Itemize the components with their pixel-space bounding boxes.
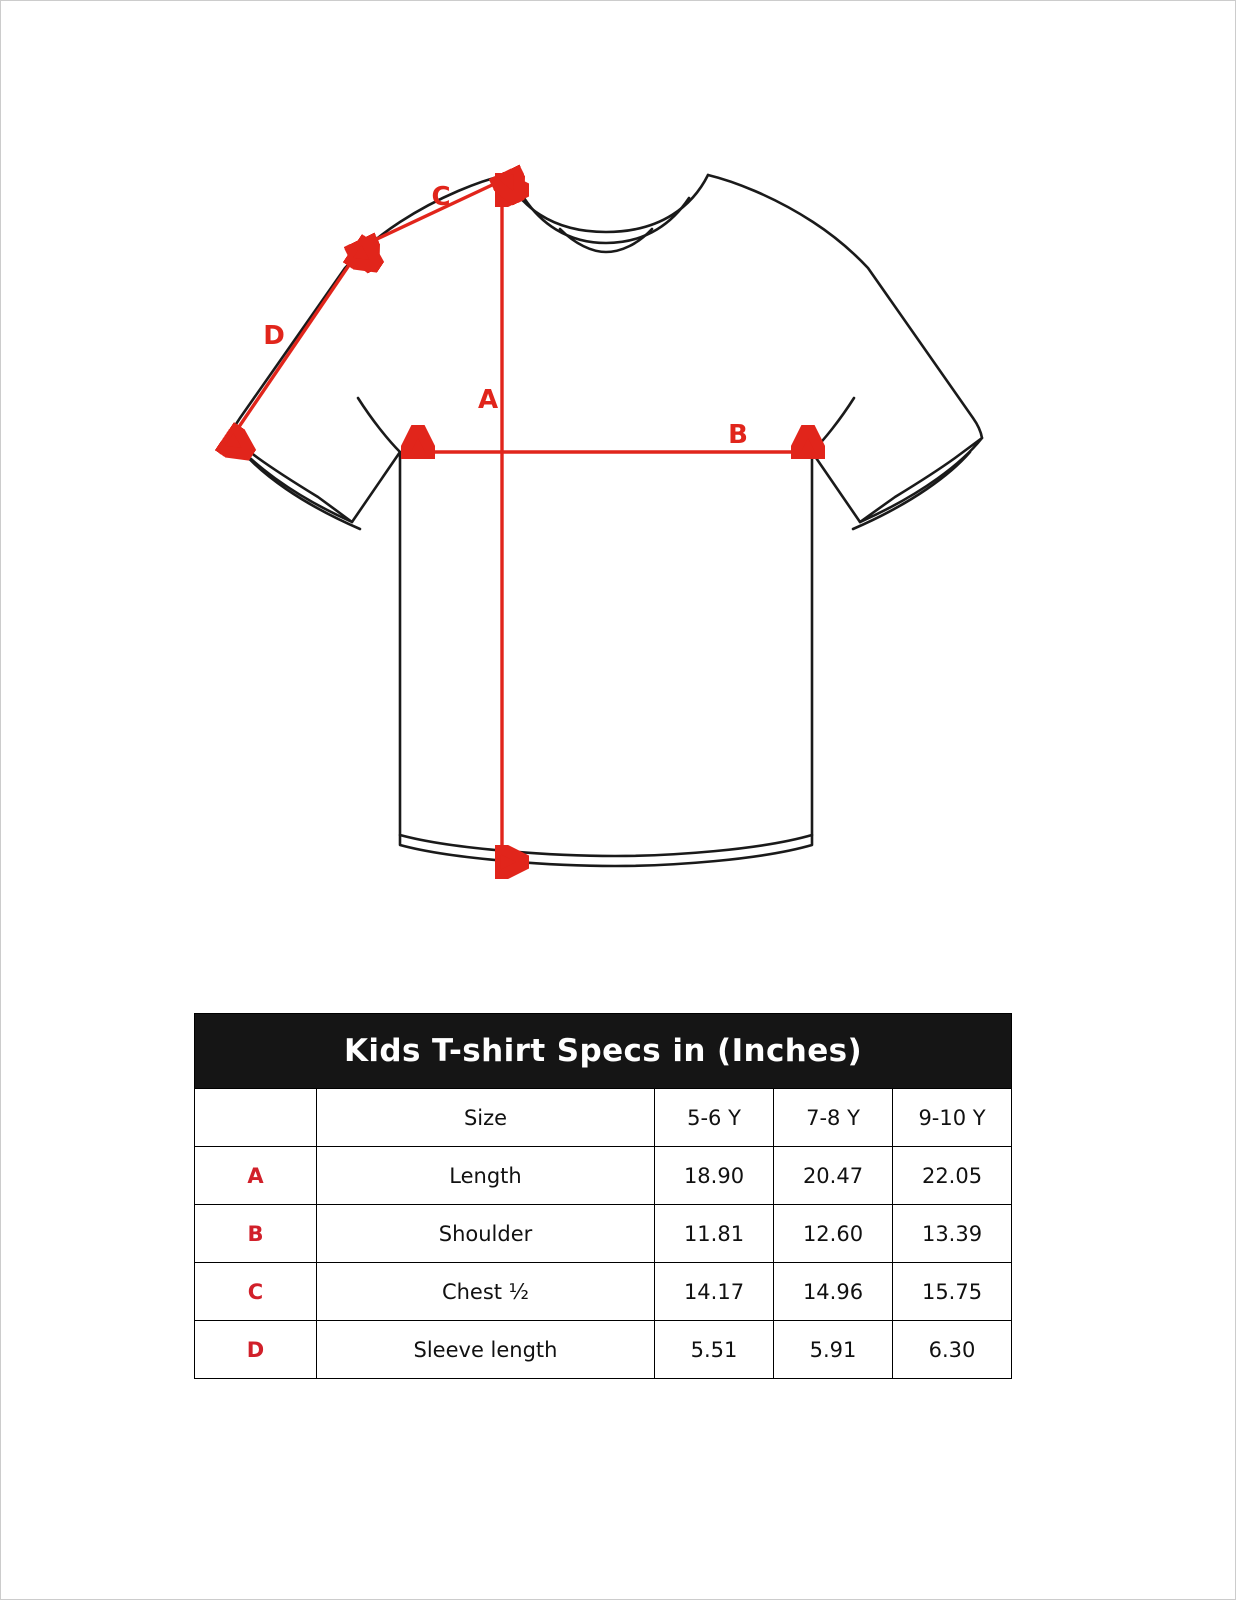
row-label-length: Length (317, 1147, 655, 1205)
row-b-value-3: 13.39 (893, 1205, 1012, 1263)
header-size-3: 9-10 Y (893, 1089, 1012, 1147)
row-d-value-2: 5.91 (774, 1321, 893, 1379)
row-code-d: D (195, 1321, 317, 1379)
header-code-cell (195, 1089, 317, 1147)
row-code-c: C (195, 1263, 317, 1321)
tshirt-outline (231, 175, 982, 866)
table-header-row (195, 1089, 1012, 1147)
row-a-value-3: 22.05 (893, 1147, 1012, 1205)
table-row (195, 1205, 1012, 1263)
header-size-label: Size (317, 1089, 655, 1147)
row-code-b: B (195, 1205, 317, 1263)
marker-label-d: D (263, 321, 285, 351)
header-size-1: 5-6 Y (655, 1089, 774, 1147)
header-size-2: 7-8 Y (774, 1089, 893, 1147)
marker-label-c: C (431, 182, 451, 212)
row-b-value-1: 11.81 (655, 1205, 774, 1263)
row-label-chest: Chest ½ (317, 1263, 655, 1321)
table-title-row (195, 1014, 1012, 1089)
row-label-shoulder: Shoulder (317, 1205, 655, 1263)
row-d-value-3: 6.30 (893, 1321, 1012, 1379)
spec-table (194, 1013, 1012, 1379)
measurement-arrows (230, 178, 808, 862)
row-a-value-1: 18.90 (655, 1147, 774, 1205)
row-b-value-2: 12.60 (774, 1205, 893, 1263)
table-row (195, 1321, 1012, 1379)
row-c-value-3: 15.75 (893, 1263, 1012, 1321)
row-a-value-2: 20.47 (774, 1147, 893, 1205)
marker-label-a: A (477, 385, 499, 415)
table-row (195, 1147, 1012, 1205)
spec-table-container (194, 1013, 1012, 1379)
table-title: Kids T-shirt Specs in (Inches) (195, 1014, 1012, 1089)
row-d-value-1: 5.51 (655, 1321, 774, 1379)
row-code-a: A (195, 1147, 317, 1205)
row-label-sleeve-length: Sleeve length (317, 1321, 655, 1379)
row-c-value-2: 14.96 (774, 1263, 893, 1321)
table-row (195, 1263, 1012, 1321)
marker-label-b: B (728, 420, 748, 450)
row-c-value-1: 14.17 (655, 1263, 774, 1321)
